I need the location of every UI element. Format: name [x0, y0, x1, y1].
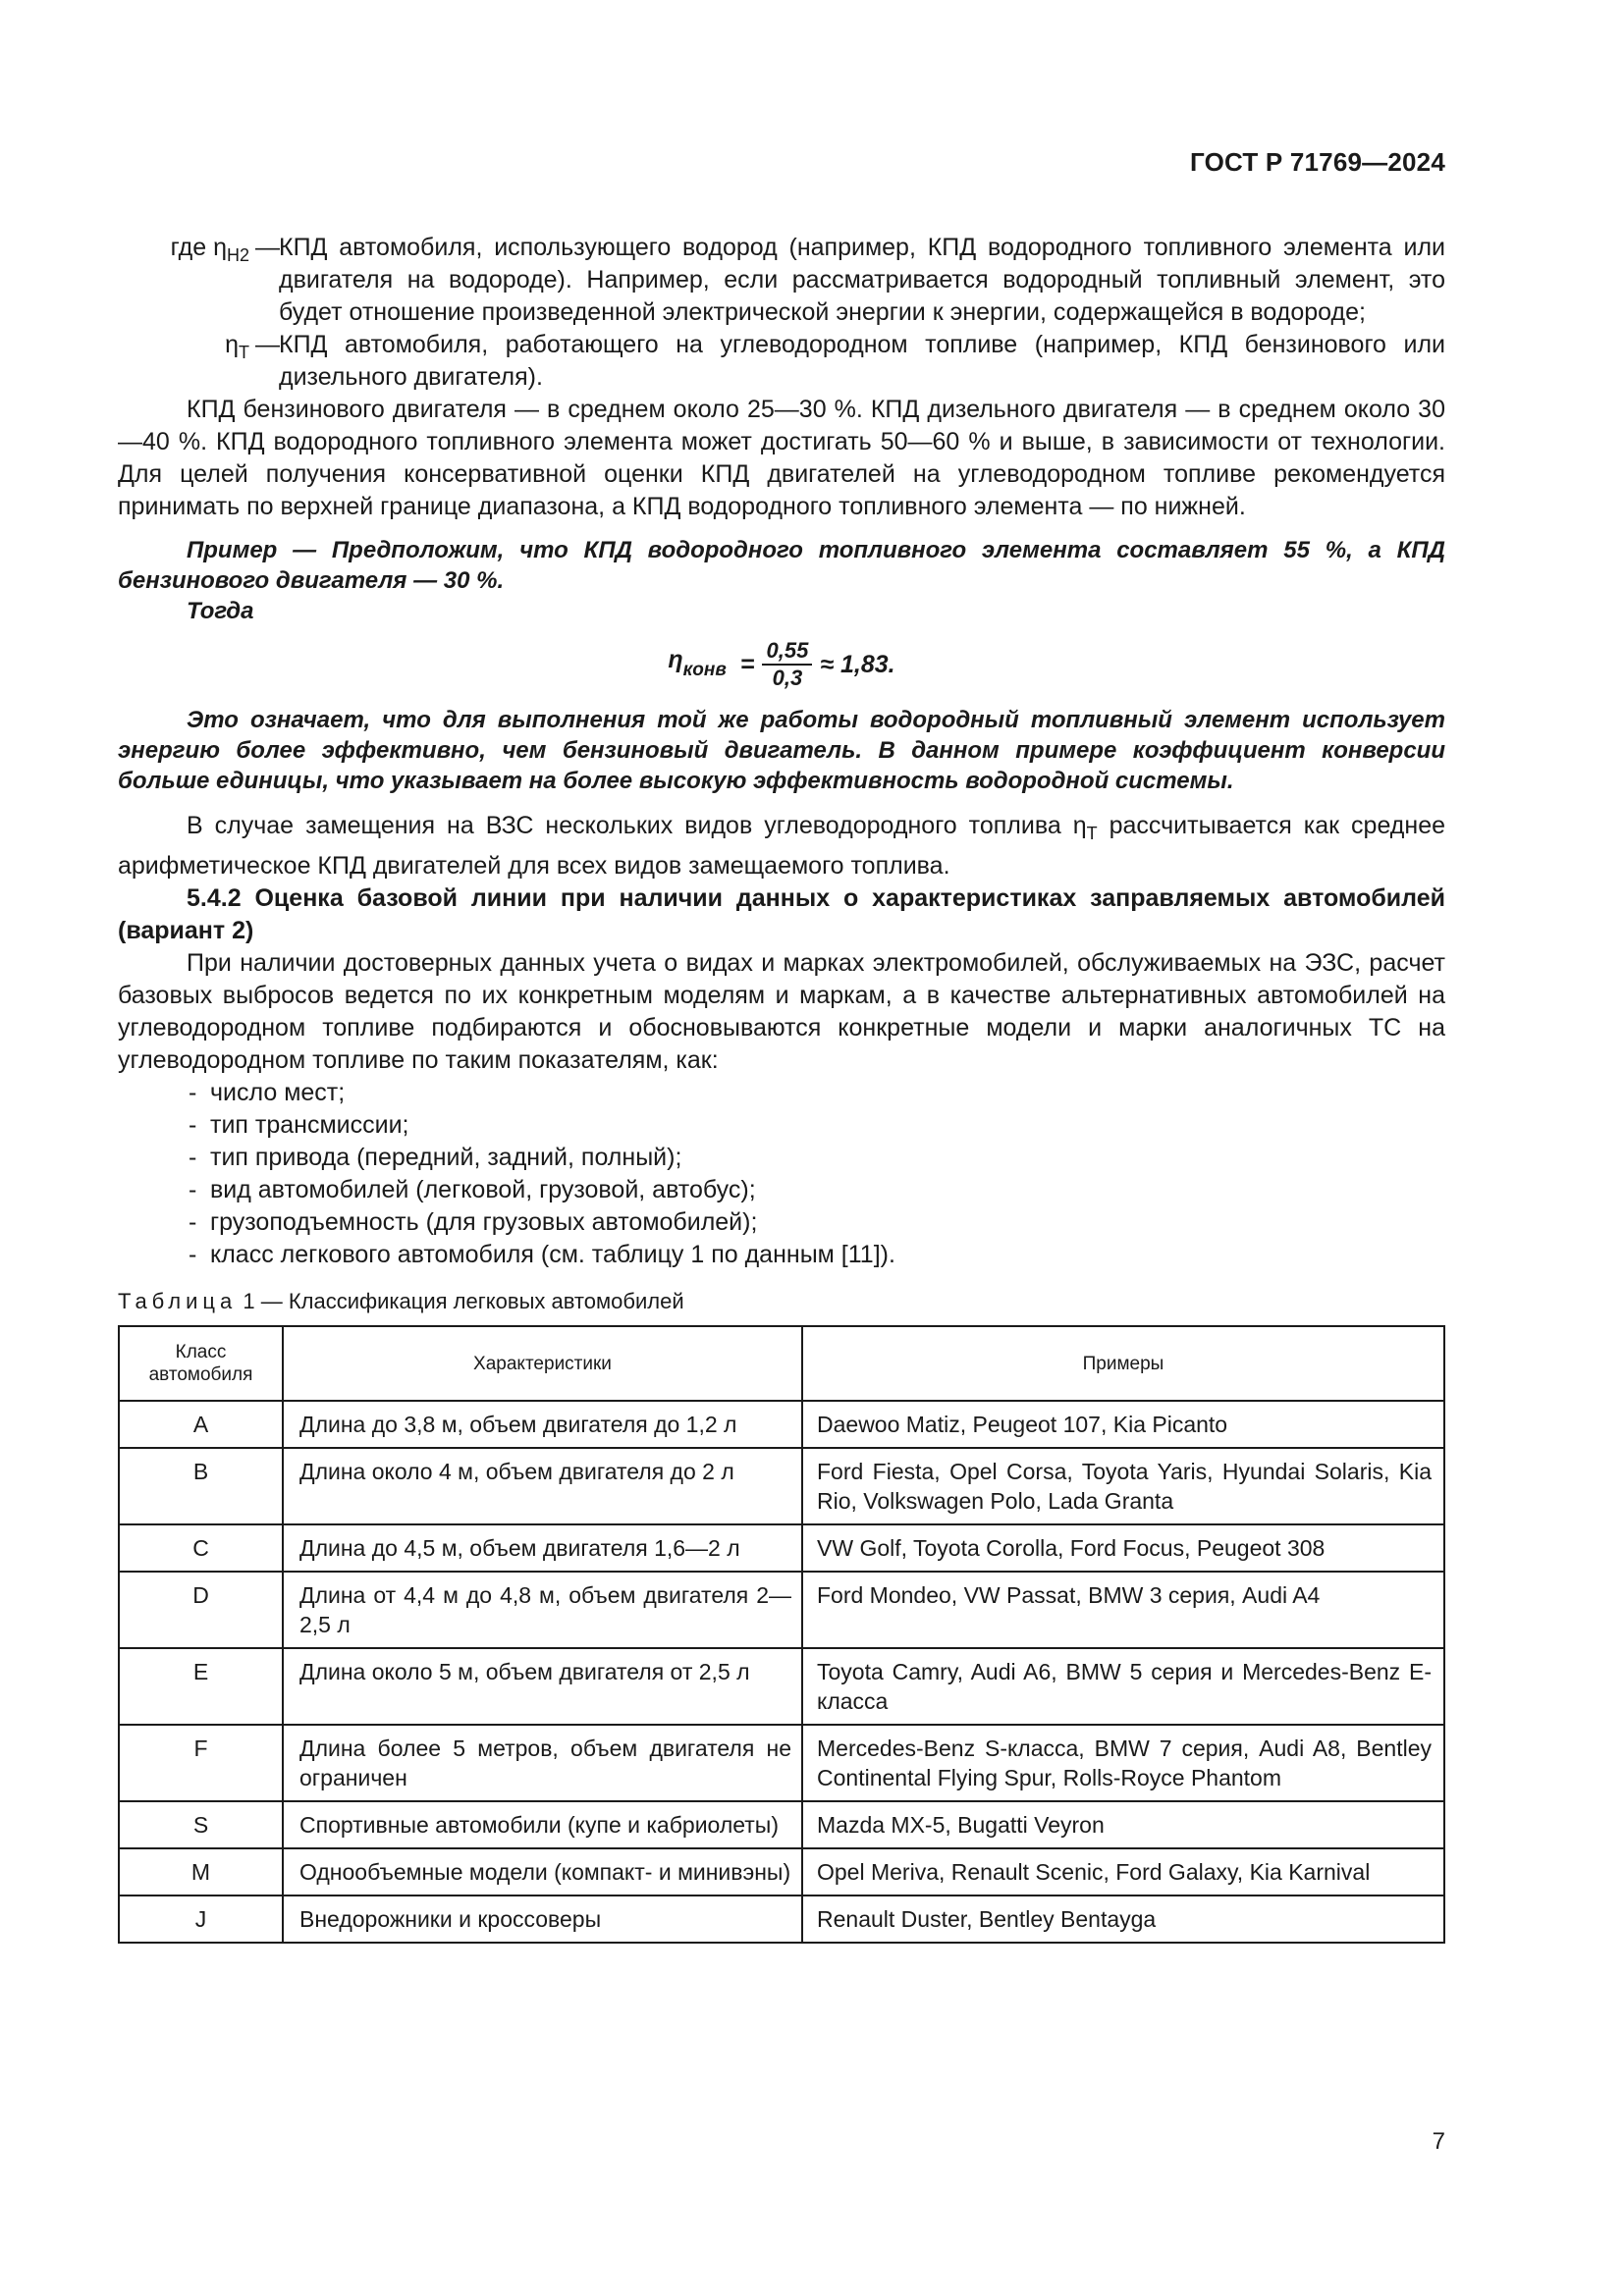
cell-class: C	[119, 1524, 283, 1572]
column-header-examples: Примеры	[802, 1326, 1444, 1401]
definition-text: КПД автомобиля, работающего на углеводородном топливе (например, КПД бензинового или дизельного двигателя).	[279, 331, 1445, 391]
list-item: - грузоподъемность (для грузовых автомобилей);	[189, 1206, 1445, 1239]
formula-equals: =	[739, 650, 755, 678]
criteria-list	[118, 1077, 1445, 1271]
definition-eta-t	[118, 329, 1445, 394]
cell-characteristics: Длина до 3,8 м, объем двигателя до 1,2 л	[283, 1401, 802, 1448]
multi-fuel-paragraph: В случае замещения на ВЗС нескольких видов углеводородного топлива $\eta_T$ рассчитывается как среднее арифметическое КПД двигателей для всех видов замещаемого топлива.	[118, 812, 1446, 880]
cell-examples: Ford Mondeo, VW Passat, BMW 3 серия, Audi A4	[802, 1572, 1444, 1648]
table-row	[119, 1896, 1444, 1943]
cell-examples: Toyota Camry, Audi A6, BMW 5 серия и Mercedes-Benz E-класса	[802, 1648, 1444, 1725]
car-classification-table	[118, 1325, 1445, 1944]
table-row	[119, 1448, 1444, 1524]
cell-class: D	[119, 1572, 283, 1648]
table-row	[119, 1801, 1444, 1848]
cell-characteristics: Длина до 4,5 м, объем двигателя 1,6—2 л	[283, 1524, 802, 1572]
cell-class: A	[119, 1401, 283, 1448]
cell-class: F	[119, 1725, 283, 1801]
cell-class: J	[119, 1896, 283, 1943]
table-row	[119, 1648, 1444, 1725]
definition-term: $\eta_T$	[225, 331, 249, 362]
cell-examples: Renault Duster, Bentley Bentayga	[802, 1896, 1444, 1943]
example-then: Тогда	[187, 598, 254, 624]
cell-characteristics: Длина около 4 м, объем двигателя до 2 л	[283, 1448, 802, 1524]
cell-examples: Opel Meriva, Renault Scenic, Ford Galaxy, Kia Karnival	[802, 1848, 1444, 1896]
cell-examples: Mazda MX-5, Bugatti Veyron	[802, 1801, 1444, 1848]
table-row	[119, 1572, 1444, 1648]
definition-dash: —	[255, 234, 280, 261]
table-header-row	[119, 1326, 1444, 1401]
cell-examples: Mercedes-Benz S-класса, BMW 7 серия, Audi A8, Bentley Continental Flying Spur, Rolls-Royce Phantom	[802, 1725, 1444, 1801]
cell-examples: Daewoo Matiz, Peugeot 107, Kia Picanto	[802, 1401, 1444, 1448]
table-row	[119, 1401, 1444, 1448]
cell-class: B	[119, 1448, 283, 1524]
cell-examples: Ford Fiesta, Opel Corsa, Toyota Yaris, Hyundai Solaris, Kia Rio, Volkswagen Polo, Lada Granta	[802, 1448, 1444, 1524]
variant2-paragraph: При наличии достоверных данных учета о видах и марках электромобилей, обслуживаемых на ЭЗС, расчет базовых выбросов ведется по их конкретным моделям и маркам, а в качестве альтернативных автомобилей на углеводородном топливе подбираются и обосновываются конкретные модели и марки аналогичных ТС на углеводородном топливе по таким показателям, как:	[118, 949, 1445, 1074]
example-conclusion: Это означает, что для выполнения той же работы водородный топливный элемент использует энергию более эффективно, чем бензиновый двигатель. В данном примере коэффициент конверсии больше единицы, что указывает на более высокую эффективность водородной системы.	[118, 707, 1445, 794]
cell-characteristics: Внедорожники и кроссоверы	[283, 1896, 802, 1943]
cell-characteristics: Однообъемные модели (компакт- и минивэны)	[283, 1848, 802, 1896]
column-header-class: Класс автомобиля	[119, 1326, 283, 1401]
page-number: 7	[1432, 2128, 1445, 2155]
cell-characteristics: Длина около 5 м, объем двигателя от 2,5 л	[283, 1648, 802, 1725]
cell-class: M	[119, 1848, 283, 1896]
cell-class: S	[119, 1801, 283, 1848]
section-heading: 5.4.2 Оценка базовой линии при наличии данных о характеристиках заправляемых автомобилей (вариант 2)	[118, 884, 1445, 944]
page-body	[118, 232, 1445, 1944]
definition-dash: —	[255, 331, 280, 358]
cell-characteristics: Длина от 4,4 м до 4,8 м, объем двигателя 2—2,5 л	[283, 1572, 802, 1648]
definition-term: где $\eta_{H2}$	[170, 234, 249, 265]
formula-result: ≈ 1,83.	[820, 650, 895, 678]
conversion-formula	[118, 638, 1445, 691]
list-item: - число мест;	[189, 1077, 1445, 1109]
list-item: - класс легкового автомобиля (см. таблицу 1 по данным [11]).	[189, 1239, 1445, 1271]
definition-text: КПД автомобиля, использующего водород (например, КПД водородного топливного элемента или двигателя на водороде). Например, если рассматривается водородный топливный элемент, это будет отношение произведенной электрической энергии к энергии, содержащейся в водороде;	[279, 234, 1445, 326]
table-caption: Таблица 1 — Классификация легковых автомобилей	[118, 1289, 684, 1313]
list-item: - тип привода (передний, задний, полный);	[189, 1142, 1445, 1174]
document-id: ГОСТ Р 71769—2024	[1190, 147, 1445, 177]
table-row	[119, 1725, 1444, 1801]
formula-fraction	[762, 638, 812, 691]
column-header-characteristics: Характеристики	[283, 1326, 802, 1401]
formula-denominator: 0,3	[772, 666, 803, 690]
list-item: - тип трансмиссии;	[189, 1109, 1445, 1142]
table-row	[119, 1848, 1444, 1896]
cell-characteristics: Спортивные автомобили (купе и кабриолеты)	[283, 1801, 802, 1848]
cell-examples: VW Golf, Toyota Corolla, Ford Focus, Peugeot 308	[802, 1524, 1444, 1572]
formula-eta: $\eta_{конв}$	[668, 645, 727, 680]
cell-characteristics: Длина более 5 метров, объем двигателя не ограничен	[283, 1725, 802, 1801]
efficiency-paragraph: КПД бензинового двигателя — в среднем около 25—30 %. КПД дизельного двигателя — в среднем около 30—40 %. КПД водородного топливного элемента может достигать 50—60 % и выше, в зависимости от технологии. Для целей получения консервативной оценки КПД двигателей на углеводородном топливе рекомендуется принимать по верхней границе диапазона, а КПД водородного топливного элемента — по нижней.	[118, 396, 1445, 520]
cell-class: E	[119, 1648, 283, 1725]
definition-eta-h2	[118, 232, 1445, 329]
table-row	[119, 1524, 1444, 1572]
formula-numerator: 0,55	[762, 638, 812, 666]
list-item: - вид автомобилей (легковой, грузовой, автобус);	[189, 1174, 1445, 1206]
example-intro: Пример — Предположим, что КПД водородного топливного элемента составляет 55 %, а КПД бензинового двигателя — 30 %.	[118, 537, 1445, 594]
